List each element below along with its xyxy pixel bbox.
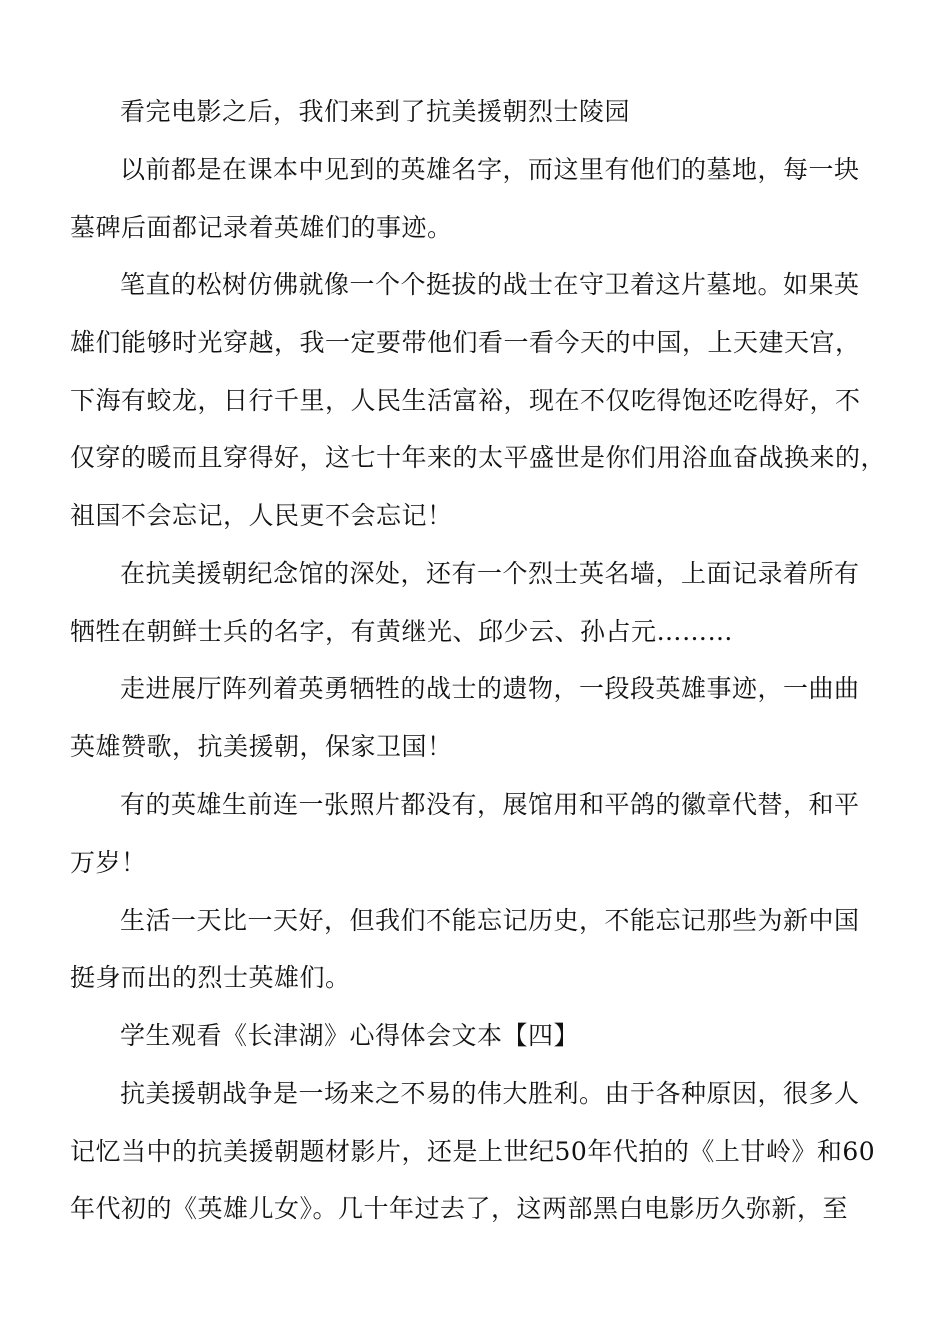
paragraph-6-line-2: 万岁！ [70,848,147,877]
paragraph-8-line-3: 年代初的《英雄儿女》。几十年过去了，这两部黑白电影历久弥新，至 [70,1194,849,1223]
paragraph-6-line-1: 有的英雄生前连一张照片都没有，展馆用和平鸽的徽章代替，和平 [120,790,860,819]
paragraph-3-line-1: 笔直的松树仿佛就像一个个挺拔的战士在守卫着这片墓地。如果英 [120,270,860,299]
paragraph-2-line-1: 以前都是在课本中见到的英雄名字，而这里有他们的墓地，每一块 [120,155,860,184]
paragraph-2-line-2: 墓碑后面都记录着英雄们的事迹。 [70,213,453,242]
paragraph-3-line-5: 祖国不会忘记，人民更不会忘记！ [70,501,453,530]
paragraph-4-line-1: 在抗美援朝纪念馆的深处，还有一个烈士英名墙，上面记录着所有 [120,559,860,588]
paragraph-1-line-1: 看完电影之后，我们来到了抗美援朝烈士陵园 [120,97,631,126]
paragraph-5-line-2: 英雄赞歌，抗美援朝，保家卫国！ [70,732,453,761]
paragraph-8-line-1: 抗美援朝战争是一场来之不易的伟大胜利。由于各种原因，很多人 [120,1079,860,1108]
paragraph-3-line-4: 仅穿的暖而且穿得好，这七十年来的太平盛世是你们用浴血奋战换来的， [70,443,887,472]
paragraph-3-line-3: 下海有蛟龙，日行千里，人民生活富裕，现在不仅吃得饱还吃得好，不 [70,386,861,415]
paragraph-7-line-2: 挺身而出的烈士英雄们。 [70,963,351,992]
paragraph-3-line-2: 雄们能够时光穿越，我一定要带他们看一看今天的中国，上天建天宫， [70,328,861,357]
paragraph-7-line-1: 生活一天比一天好，但我们不能忘记历史，不能忘记那些为新中国 [120,906,860,935]
paragraph-4-line-2: 牺牲在朝鲜士兵的名字，有黄继光、邱少云、孙占元……… [70,617,734,646]
paragraph-8-line-2: 记忆当中的抗美援朝题材影片，还是上世纪50年代拍的《上甘岭》和60 [70,1137,876,1166]
section-heading: 学生观看《长津湖》心得体会文本【四】 [120,1021,580,1050]
paragraph-5-line-1: 走进展厅阵列着英勇牺牲的战士的遗物，一段段英雄事迹，一曲曲 [120,674,860,703]
